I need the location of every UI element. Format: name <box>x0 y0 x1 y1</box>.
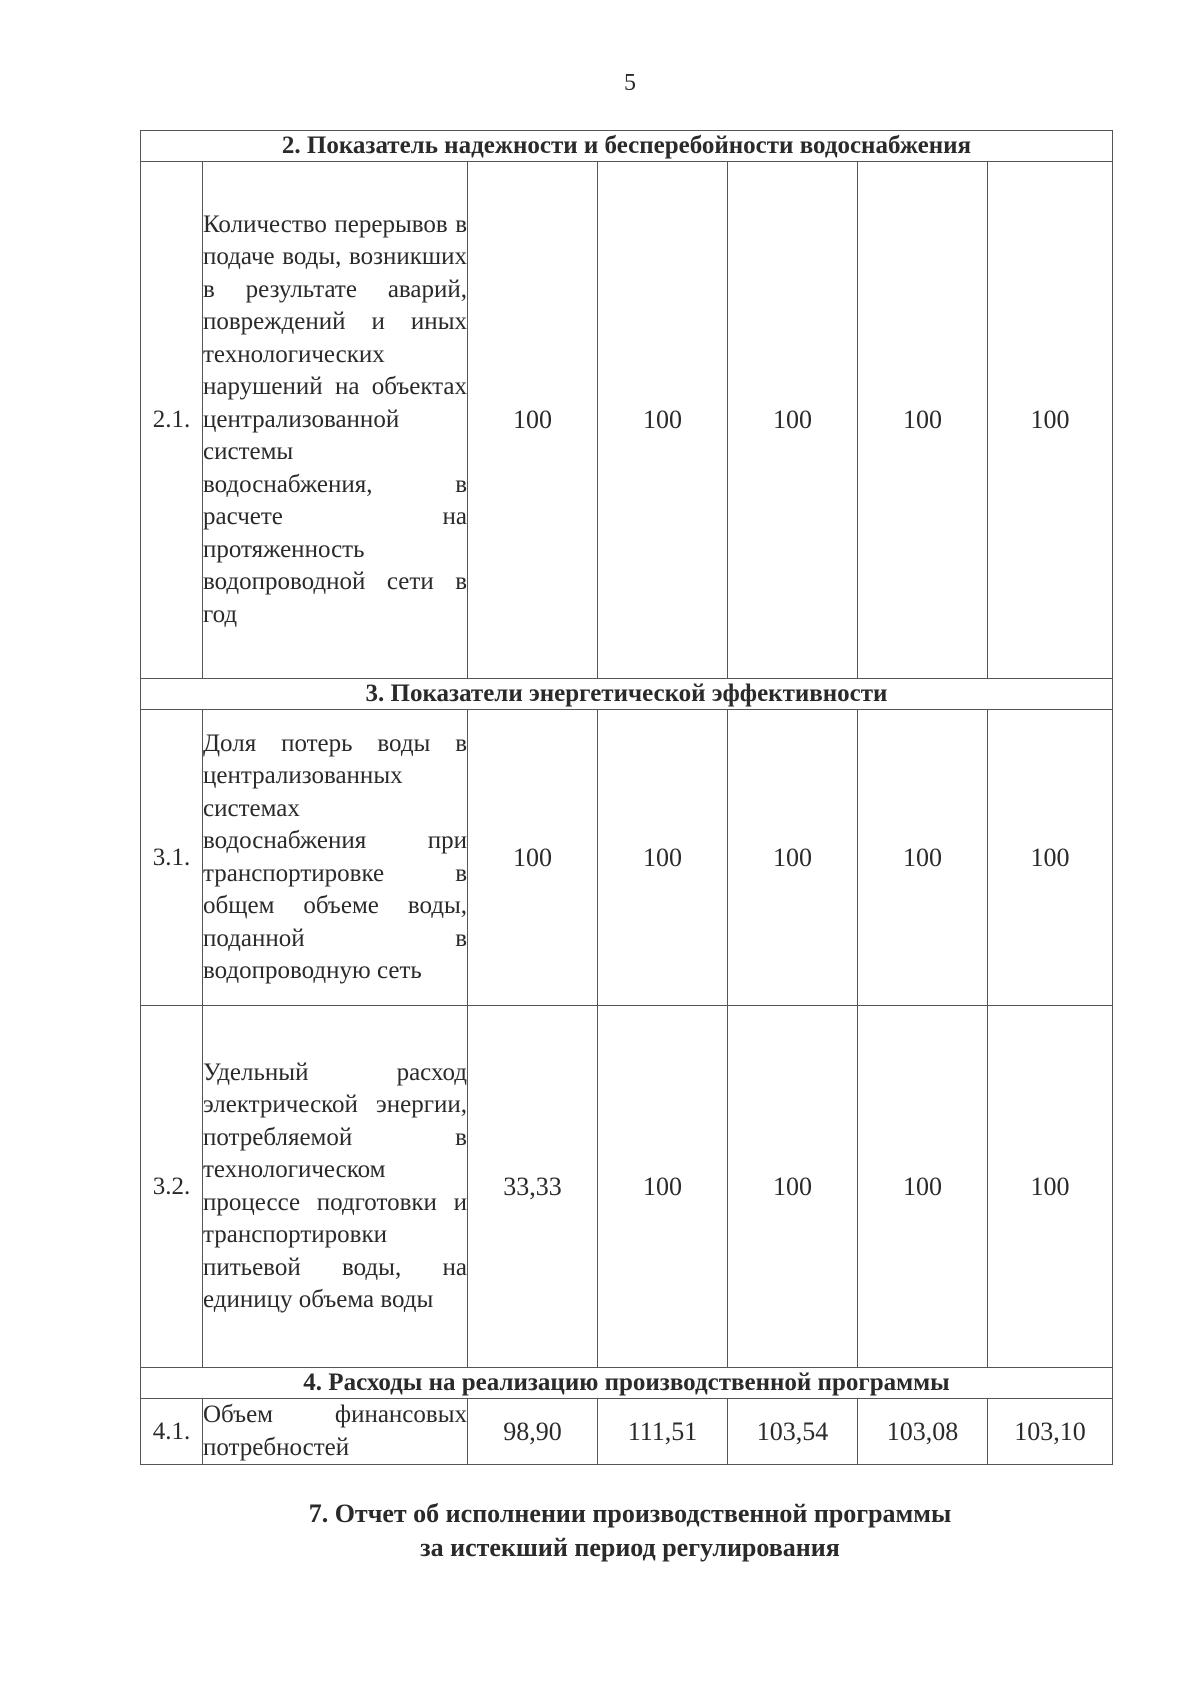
table-row <box>141 1006 1113 1368</box>
section-heading-row <box>141 131 1113 162</box>
row-number: 4.1. <box>141 1399 203 1465</box>
row-value: 98,90 <box>468 1399 598 1465</box>
row-value: 33,33 <box>468 1006 598 1368</box>
row-description: Доля потерь воды в централизованных системах водоснабжения при транспортировке в общем объеме воды, поданной в водопроводную сеть <box>203 710 468 1006</box>
report-section-heading: 7. Отчет об исполнении производственной программы <box>308 1499 952 1528</box>
row-number: 2.1. <box>141 162 203 679</box>
row-value: 100 <box>598 1006 728 1368</box>
row-number: 3.2. <box>141 1006 203 1368</box>
row-value: 103,10 <box>988 1399 1113 1465</box>
row-value: 111,51 <box>598 1399 728 1465</box>
row-number: 3.1. <box>141 710 203 1006</box>
indicators-table <box>140 130 1113 1465</box>
row-value: 100 <box>598 162 728 679</box>
section-heading: 2. Показатель надежности и бесперебойности водоснабжения <box>141 131 1113 162</box>
row-description: Удельный расход электрической энергии, потребляемой в технологическом процессе подготовки и транспортировки питьевой воды, на единицу объема воды <box>203 1006 468 1368</box>
row-value: 100 <box>858 162 988 679</box>
section-heading: 4. Расходы на реализацию производственной программы <box>141 1368 1113 1399</box>
row-description: Количество перерывов в подаче воды, возникших в результате аварий, повреждений и иных технологических нарушений на объектах централизованной системы водоснабжения, в расчете на протяженность водопроводной сети в год <box>203 162 468 679</box>
row-description: Объем финансовых потребностей <box>203 1399 468 1465</box>
row-value: 100 <box>728 710 858 1006</box>
section-heading: 3. Показатели энергетической эффективности <box>141 679 1113 710</box>
row-value: 100 <box>988 1006 1113 1368</box>
row-value: 100 <box>468 162 598 679</box>
table-row <box>141 162 1113 679</box>
row-value: 100 <box>858 710 988 1006</box>
page-number: 5 <box>624 70 636 96</box>
row-value: 100 <box>598 710 728 1006</box>
row-value: 103,54 <box>728 1399 858 1465</box>
report-section-subheading: за истекший период регулирования <box>420 1533 840 1562</box>
row-value: 100 <box>728 162 858 679</box>
row-value: 100 <box>988 162 1113 679</box>
row-value: 100 <box>728 1006 858 1368</box>
row-value: 100 <box>858 1006 988 1368</box>
section-heading-row <box>141 679 1113 710</box>
section-heading-row <box>141 1368 1113 1399</box>
row-value: 100 <box>468 710 598 1006</box>
table-row <box>141 1399 1113 1465</box>
row-value: 100 <box>988 710 1113 1006</box>
table-row <box>141 710 1113 1006</box>
row-value: 103,08 <box>858 1399 988 1465</box>
